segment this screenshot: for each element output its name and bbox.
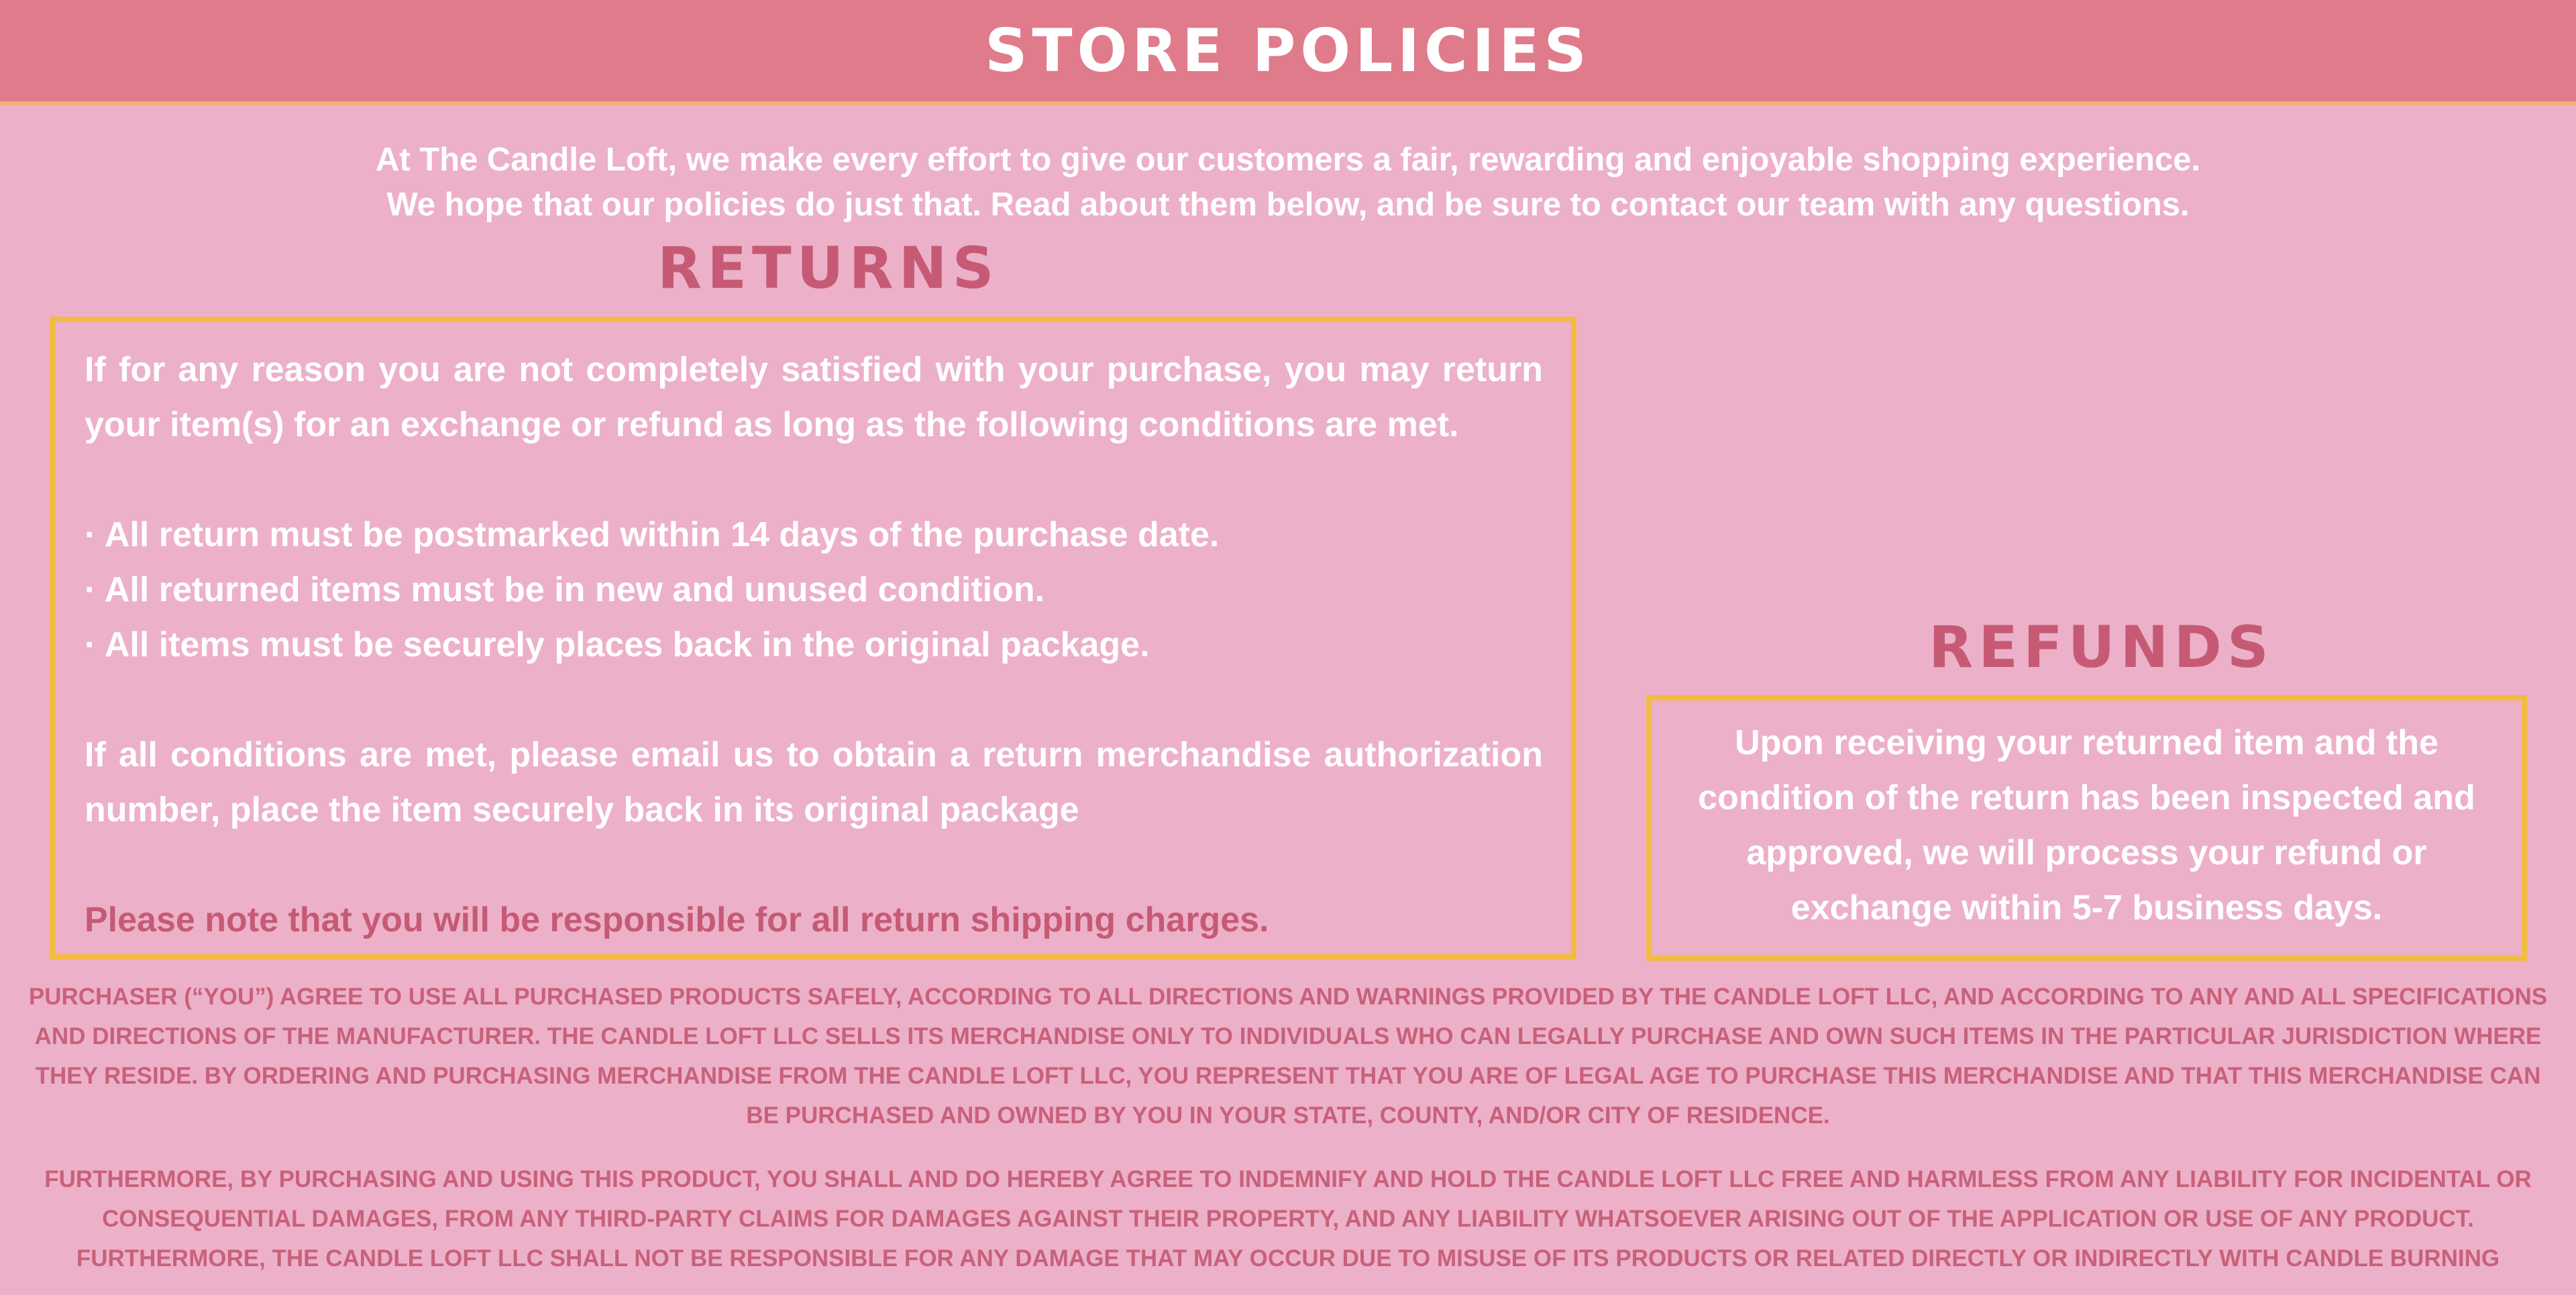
returns-heading: RETURNS — [657, 235, 1000, 302]
returns-spacer — [85, 672, 1543, 727]
refunds-body: Upon receiving your returned item and the condition of the return has been inspected and approved, we will process your refund or exchange within 5-7 business days. — [1698, 723, 2475, 927]
legal-paragraph-1: PURCHASER (“YOU”) AGREE TO USE ALL PURCHASED PRODUCTS SAFELY, ACCORDING TO ALL DIRECTIONS AND WARNINGS PROVIDED BY THE CANDLE LOFT LLC, AND ACCORDING TO ANY AND ALL SPECIFICATIONS AND DIRECTIONS OF THE MANUFACTURER. THE CANDLE LOFT LLC SELLS ITS MERCHANDISE ONLY TO INDIVIDUALS WHO CAN LEGALLY PURCHASE AND OWN SUCH ITEMS IN THE PARTICULAR JURISDICTION WHERE THEY RESIDE. BY ORDERING AND PURCHASING MERCHANDISE FROM THE CANDLE LOFT LLC, YOU REPRESENT THAT YOU ARE OF LEGAL AGE TO PURCHASE THIS MERCHANDISE AND THAT THIS MERCHANDISE CAN BE PURCHASED AND OWNED BY YOU IN YOUR STATE, COUNTY, AND/OR CITY OF RESIDENCE. — [28, 984, 2548, 1129]
intro-text — [0, 138, 2576, 227]
returns-condition-2: · All returned items must be in new and unused condition. — [85, 570, 1045, 609]
legal-paragraph-2: FURTHERMORE, BY PURCHASING AND USING THIS PRODUCT, YOU SHALL AND DO HEREBY AGREE TO INDEMNIFY AND HOLD THE CANDLE LOFT LLC FREE AND HARMLESS FROM ANY LIABILITY FOR INCIDENTAL OR CONSEQUENTIAL DAMAGES, FROM ANY THIRD-PARTY CLAIMS FOR DAMAGES AGAINST THEIR PROPERTY, AND ANY LIABILITY WHATSOEVER ARISING OUT OF THE APPLICATION OR USE OF ANY PRODUCT. FURTHERMORE, THE CANDLE LOFT LLC SHALL NOT BE RESPONSIBLE FOR ANY DAMAGE THAT MAY OCCUR DUE TO MISUSE OF ITS PRODUCTS OR RELATED DIRECTLY OR INDIRECTLY WITH CANDLE BURNING — [44, 1166, 2532, 1272]
returns-condition-3: · All items must be securely places back in the original package. — [85, 625, 1150, 664]
intro-line-2: We hope that our policies do just that. Read about them below, and be sure to contact our team with any questions. — [386, 187, 2190, 223]
refunds-heading: REFUNDS — [1929, 614, 2274, 681]
returns-box — [50, 317, 1576, 960]
returns-condition-1: · All return must be postmarked within 14 days of the purchase date. — [85, 515, 1220, 554]
returns-shipping-note: Please note that you will be responsible for all return shipping charges. — [85, 900, 1269, 939]
page-header — [0, 0, 2576, 105]
returns-spacer — [85, 452, 1543, 507]
intro-line-1: At The Candle Loft, we make every effort to give our customers a fair, rewarding and enjoyable shopping experience. — [375, 142, 2201, 178]
returns-instructions: If all conditions are met, please email us to obtain a return merchandise authorization number, place the item securely back in its original package — [85, 735, 1543, 829]
refunds-box — [1646, 695, 2527, 961]
returns-intro: If for any reason you are not completely satisfied with your purchase, you may return your item(s) for an exchange or refund as long as the following conditions are met. — [85, 350, 1543, 444]
page-title: STORE POLICIES — [985, 16, 1591, 85]
returns-spacer — [85, 837, 1543, 892]
